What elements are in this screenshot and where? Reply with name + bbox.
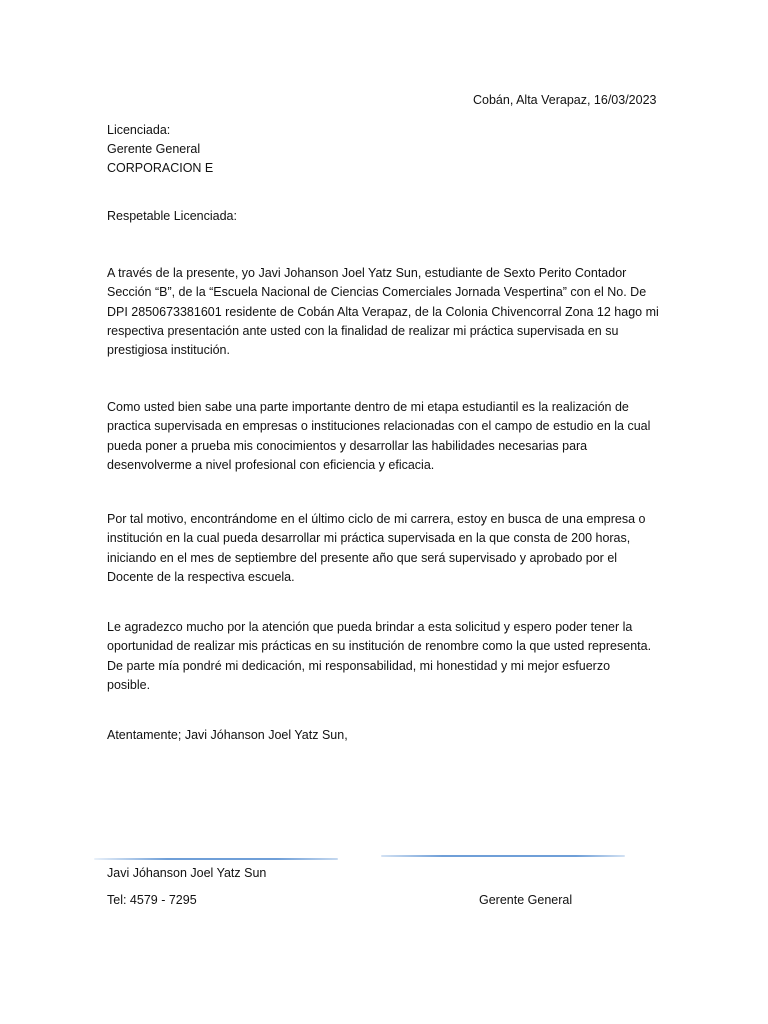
paragraph-request — [107, 510, 667, 587]
paragraph-line: Como usted bien sabe una parte importante dentro de mi etapa estudiantil es la realización de — [107, 400, 629, 414]
paragraph-line: institución en la cual pueda desarrollar mi práctica supervisada en la que consta de 200 horas, — [107, 531, 631, 546]
recipient-signature-title: Gerente General — [479, 893, 573, 907]
paragraph-purpose — [107, 398, 667, 475]
paragraph-line: Docente de la respectiva escuela. — [107, 569, 295, 584]
paragraph-line: desenvolverme a nivel profesional con eficiencia y eficacia. — [107, 457, 435, 472]
signer-phone: Tel: 4579 - 7295 — [107, 893, 197, 907]
recipient-position: Gerente General — [107, 142, 201, 156]
paragraph-line: prestigiosa institución. — [107, 343, 230, 358]
paragraph-line: A través de la presente, yo Javi Johanson Joel Yatz Sun, estudiante de Sexto Perito Contador — [107, 266, 627, 280]
paragraph-line: oportunidad de realizar mis prácticas en su institución de renombre como la que usted representa. — [107, 639, 652, 654]
paragraph-line: De parte mía pondré mi dedicación, mi responsabilidad, mi honestidad y mi mejor esfuerzo — [107, 658, 611, 673]
paragraph-introduction — [107, 264, 667, 360]
salutation: Respetable Licenciada: — [107, 209, 237, 223]
place-and-date: Cobán, Alta Verapaz, 16/03/2023 — [473, 93, 657, 107]
paragraph-line: Sección “B”, de la “Escuela Nacional de Ciencias Comerciales Jornada Vespertina” con el No. De — [107, 285, 647, 300]
paragraph-line: posible. — [107, 677, 151, 692]
recipient-company: CORPORACION E — [107, 161, 214, 175]
paragraph-line: respectiva presentación ante usted con la finalidad de realizar mi práctica supervisada en su — [107, 323, 619, 338]
closing: Atentamente; Javi Jóhanson Joel Yatz Sun, — [107, 728, 348, 742]
paragraph-line: practica supervisada en empresas o instituciones relacionadas con el campo de estudio en la cual — [107, 419, 651, 434]
paragraph-line: pueda poner a prueba mis conocimientos y desarrollar las habilidades necesarias para — [107, 438, 588, 453]
paragraph-line: Le agradezco mucho por la atención que pueda brindar a esta solicitud y espero poder tener la — [107, 620, 633, 634]
signer-name: Javi Jóhanson Joel Yatz Sun — [107, 866, 267, 880]
paragraph-line: Por tal motivo, encontrándome en el último ciclo de mi carrera, estoy en busca de una empresa o — [107, 512, 646, 526]
signature-line-right — [381, 855, 625, 857]
signature-line-left — [94, 858, 338, 860]
paragraph-line: iniciando en el mes de septiembre del presente año que será supervisado y aprobado por el — [107, 550, 618, 565]
paragraph-thanks — [107, 618, 667, 695]
paragraph-line: DPI 2850673381601 residente de Cobán Alta Verapaz, de la Colonia Chivencorral Zona 12 hago mi — [107, 304, 659, 319]
recipient-title: Licenciada: — [107, 123, 171, 137]
